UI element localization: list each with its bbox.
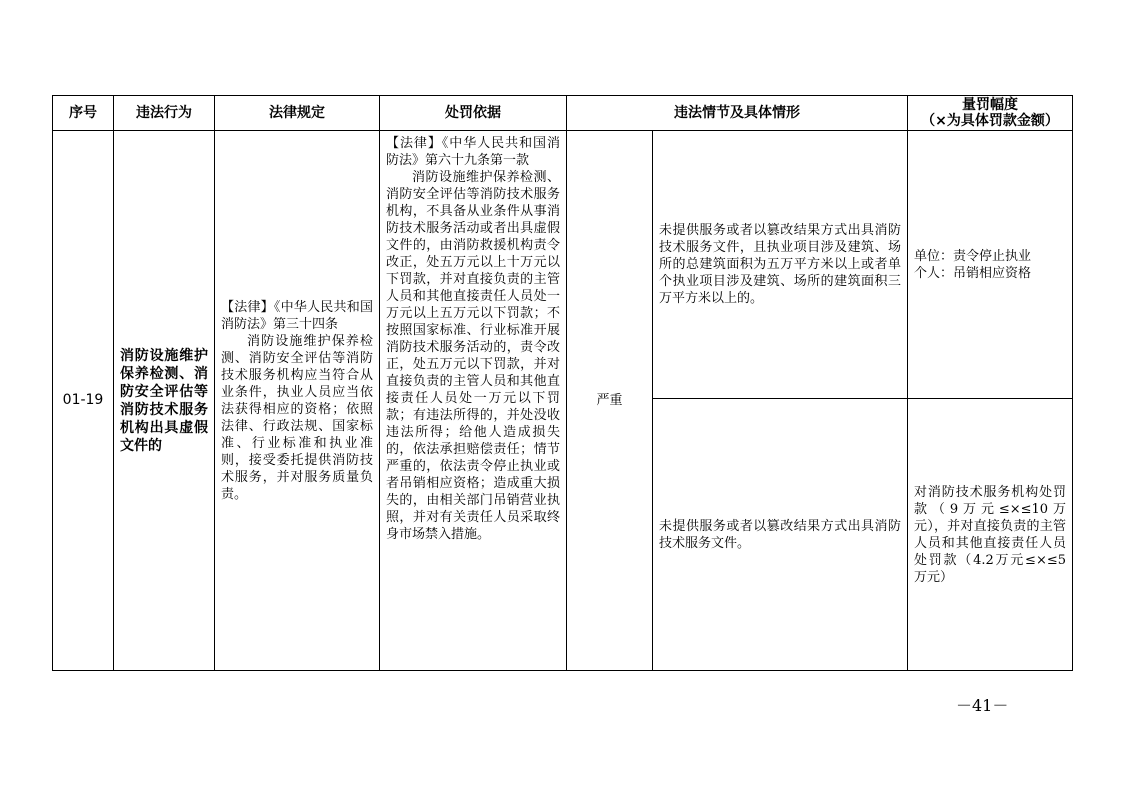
row-basis xyxy=(380,131,567,671)
header-law: 法律规定 xyxy=(215,96,380,131)
header-seq: 序号 xyxy=(53,96,114,131)
header-case: 违法情节及具体情形 xyxy=(567,96,908,131)
row-law xyxy=(215,131,380,671)
basis-body: 消防设施维护保养检测、消防安全评估等消防技术服务机构，不具备从业条件从事消防技术服务活动或者出具虚假文件的，由消防救援机构责令改正，处五万元以上十万元以下罚款，并对直接负责的主管人员和其他直接责任人员处一万元以上五万元以下罚款；不按照国家标准、行业标准开展消防技术服务活动的，责令改正，处五万元以下罚款，并对直接负责的主管人员和其他直接责任人员处一万元以下罚款；有违法所得的，并处没收违法所得；给他人造成损失的，依法承担赔偿责任；情节严重的，依法责令停止执业或者吊销相应资格；造成重大损失的，由相关部门吊销营业执照，并对有关责任人员采取终身市场禁入措施。 xyxy=(386,170,560,542)
row-seq: 01-19 xyxy=(53,131,114,671)
case-1-penalty xyxy=(908,131,1073,399)
case-1-penalty-line1: 单位：责令停止执业 xyxy=(914,248,1032,264)
law-title: 【法律】《中华人民共和国消防法》第三十四条 xyxy=(221,299,373,332)
table-header-row xyxy=(53,96,1073,131)
case-2-text: 未提供服务或者以篡改结果方式出具消防技术服务文件。 xyxy=(653,399,908,671)
header-penalty-line1: 量罚幅度 xyxy=(962,97,1018,113)
header-basis: 处罚依据 xyxy=(380,96,567,131)
table-row xyxy=(53,131,1073,399)
row-act: 消防设施维护保养检测、消防安全评估等消防技术服务机构出具虚假文件的 xyxy=(114,131,215,671)
basis-title: 【法律】《中华人民共和国消防法》第六十九条第一款 xyxy=(386,136,560,168)
case-1-penalty-line2: 个人：吊销相应资格 xyxy=(914,265,1032,281)
penalty-table xyxy=(52,95,1073,671)
case-2-penalty: 对消防技术服务机构处罚款（9万元≤×≤10万元），并对直接负责的主管人员和其他直接责任人员处罚款（4.2万元≤×≤5万元） xyxy=(908,399,1073,671)
row-severity: 严重 xyxy=(567,131,653,671)
header-penalty-line2: （×为具体罚款金额） xyxy=(921,113,1059,129)
case-1-text: 未提供服务或者以篡改结果方式出具消防技术服务文件，且执业项目涉及建筑、场所的总建筑面积为五万平方米以上或者单个执业项目涉及建筑、场所的建筑面积三万平方米以上的。 xyxy=(653,131,908,399)
law-body: 消防设施维护保养检测、消防安全评估等消防技术服务机构应当符合从业条件，执业人员应当依法获得相应的资格；依照法律、行政法规、国家标准、行业标准和执业准则，接受委托提供消防技术服务，并对服务质量负责。 xyxy=(221,333,373,502)
page-number: －41－ xyxy=(956,696,1009,715)
header-penalty xyxy=(908,96,1073,131)
header-act: 违法行为 xyxy=(114,96,215,131)
